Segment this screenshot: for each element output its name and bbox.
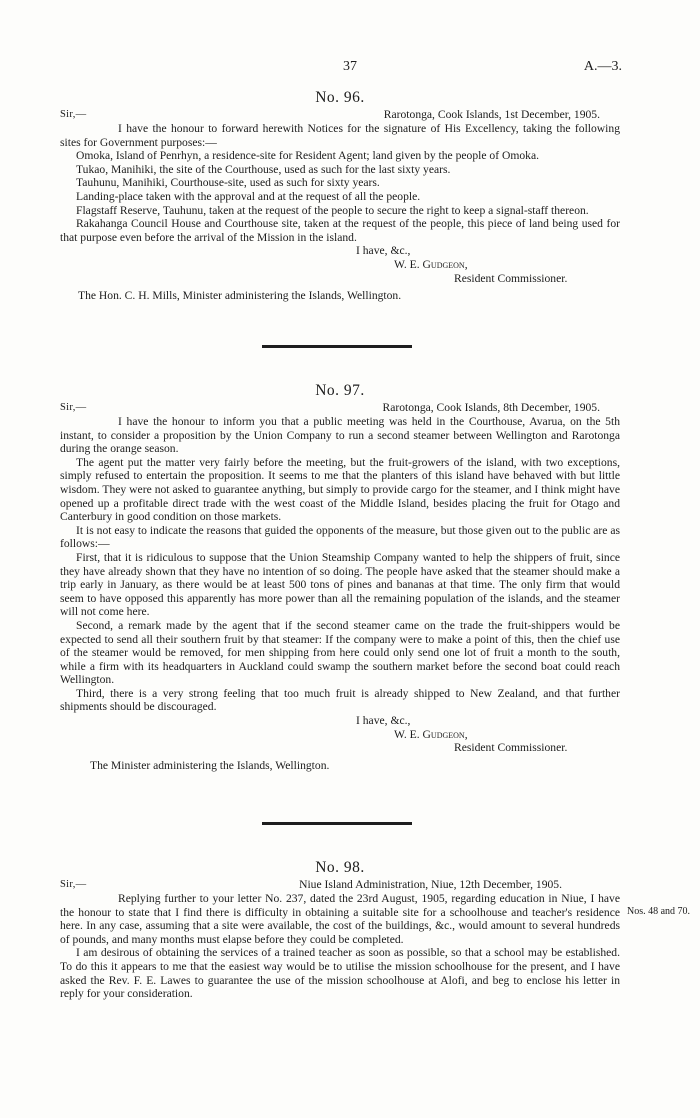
- signature-name: W. E. Gudgeon,: [394, 727, 468, 741]
- paragraph: Flagstaff Reserve, Tauhunu, taken at the request of the people to secure the right to keep a signal-staff thereon.: [76, 203, 589, 217]
- addressee: The Hon. C. H. Mills, Minister administering the Islands, Wellington.: [78, 289, 402, 303]
- paragraph: It is not easy to indicate the reasons that guided the opponents of the measure, but those given out to the public are as follows:—: [60, 523, 620, 551]
- letter-heading-row: [60, 401, 620, 415]
- paragraph: Tauhunu, Manihiki, Courthouse-site, used as such for sixty years.: [76, 176, 380, 190]
- letter-number: No. 97.: [315, 382, 365, 399]
- paragraph: Omoka, Island of Penrhyn, a residence-site for Resident Agent; land given by the people of Omoka.: [76, 149, 539, 163]
- letter-heading-row: [60, 878, 620, 892]
- place-date: Rarotonga, Cook Islands, 8th December, 1905.: [382, 401, 600, 414]
- paragraph: I have the honour to forward herewith Notices for the signature of His Excellency, taking the following sites for Government purposes:—: [60, 122, 620, 149]
- section-divider: [262, 345, 412, 348]
- page-number: 37: [343, 59, 357, 74]
- signature-title: Resident Commissioner.: [454, 271, 568, 285]
- salutation: Sir,—: [60, 879, 87, 890]
- paragraph: Second, a remark made by the agent that if the second steamer came on the trade the fruit-shippers would be expected to send all their southern fruit by that steamer: If the company were to make a point of this, then the chief use of the steamer would be removed, for men shipping from here could only send one lot of fruit a month to the south, while a firm with its headquarters in Auckland could swamp the southern market before the second boat could reach Wellington.: [60, 618, 620, 687]
- section-divider: [262, 822, 412, 825]
- paragraph: I have the honour to inform you that a public meeting was held in the Courthouse, Avarua, on the 5th instant, to consider a proposition by the Union Company to run a second steamer between Wellington and Rarotonga during the orange season.: [60, 415, 620, 456]
- margin-note: Nos. 48 and 70.: [627, 906, 691, 917]
- letter-heading-row: [60, 108, 620, 122]
- letter-number: No. 96.: [315, 89, 365, 106]
- salutation: Sir,—: [60, 402, 87, 413]
- letter-98: [60, 858, 620, 1001]
- paragraph: First, that it is ridiculous to suppose that the Union Steamship Company wanted to help the shippers of fruit, since they have already shown that they have no intention of so doing. The people have asked that the steamer should make a trip early in January, as there would be at least 500 tons of pines and bananas at that time. The only firm that would seem to have opposed this apparently has more power than all the remaining population of the islands, and the steamer will not come here.: [60, 550, 620, 619]
- paragraph: Rakahanga Council House and Courthouse site, taken at the request of the people, this piece of land being used for that purpose even before the arrival of the Mission in the island.: [60, 217, 620, 244]
- salutation: Sir,—: [60, 109, 87, 120]
- addressee: The Minister administering the Islands, Wellington.: [90, 759, 330, 773]
- place-date: Rarotonga, Cook Islands, 1st December, 1905.: [383, 108, 600, 121]
- signature-block: [60, 714, 620, 755]
- letter-97: [60, 381, 620, 773]
- paragraph: I am desirous of obtaining the services of a trained teacher as soon as possible, so that a school may be established. To do this it appears to me that the easiest way would be to utilise the mission schoolhouse for the present, and I have asked the Rev. F. E. Lawes to guarantee the use of the mission schoolhouse at Alofi, and beg to enclose his letter in reply for your consideration.: [60, 946, 620, 1001]
- letter-number: No. 98.: [315, 859, 365, 876]
- paragraph: Third, there is a very strong feeling that too much fruit is already shipped to New Zealand, and that further shipments should be discouraged.: [60, 686, 620, 714]
- paragraph: The agent put the matter very fairly before the meeting, but the fruit-growers of the island, with two exceptions, simply refused to entertain the proposition. It seems to me that the planters of this island have behaved with but little wisdom. They were not asked to guarantee anything, but simply to provide cargo for the steamer, and I think might have opened up a profitable direct trade with the west coast of the Middle Island, besides placing the fruit for Otago and Canterbury in good condition on those markets.: [60, 455, 620, 524]
- signature-name: W. E. Gudgeon,: [394, 257, 468, 271]
- signature-block: [60, 244, 620, 285]
- paragraph: Replying further to your letter No. 237, dated the 23rd August, 1905, regarding education in Niue, I have the honour to state that I find there is difficulty in obtaining a suitable site for a schoolhouse and teacher's residence here. In any case, assuming that a site were available, the cost of the buildings, &c., would amount to several hundreds of pounds, and many months must elapse before they could be completed.: [60, 892, 620, 946]
- letter-96: [60, 88, 620, 303]
- paragraph: Landing-place taken with the approval and at the request of all the people.: [76, 189, 421, 203]
- closing: I have, &c.,: [356, 714, 411, 728]
- signature-title: Resident Commissioner.: [454, 741, 568, 755]
- closing: I have, &c.,: [356, 244, 411, 258]
- place-date: Niue Island Administration, Niue, 12th December, 1905.: [299, 878, 562, 891]
- document-reference: A.—3.: [583, 59, 622, 74]
- paragraph: Tukao, Manihiki, the site of the Courthouse, used as such for the last sixty years.: [76, 162, 451, 176]
